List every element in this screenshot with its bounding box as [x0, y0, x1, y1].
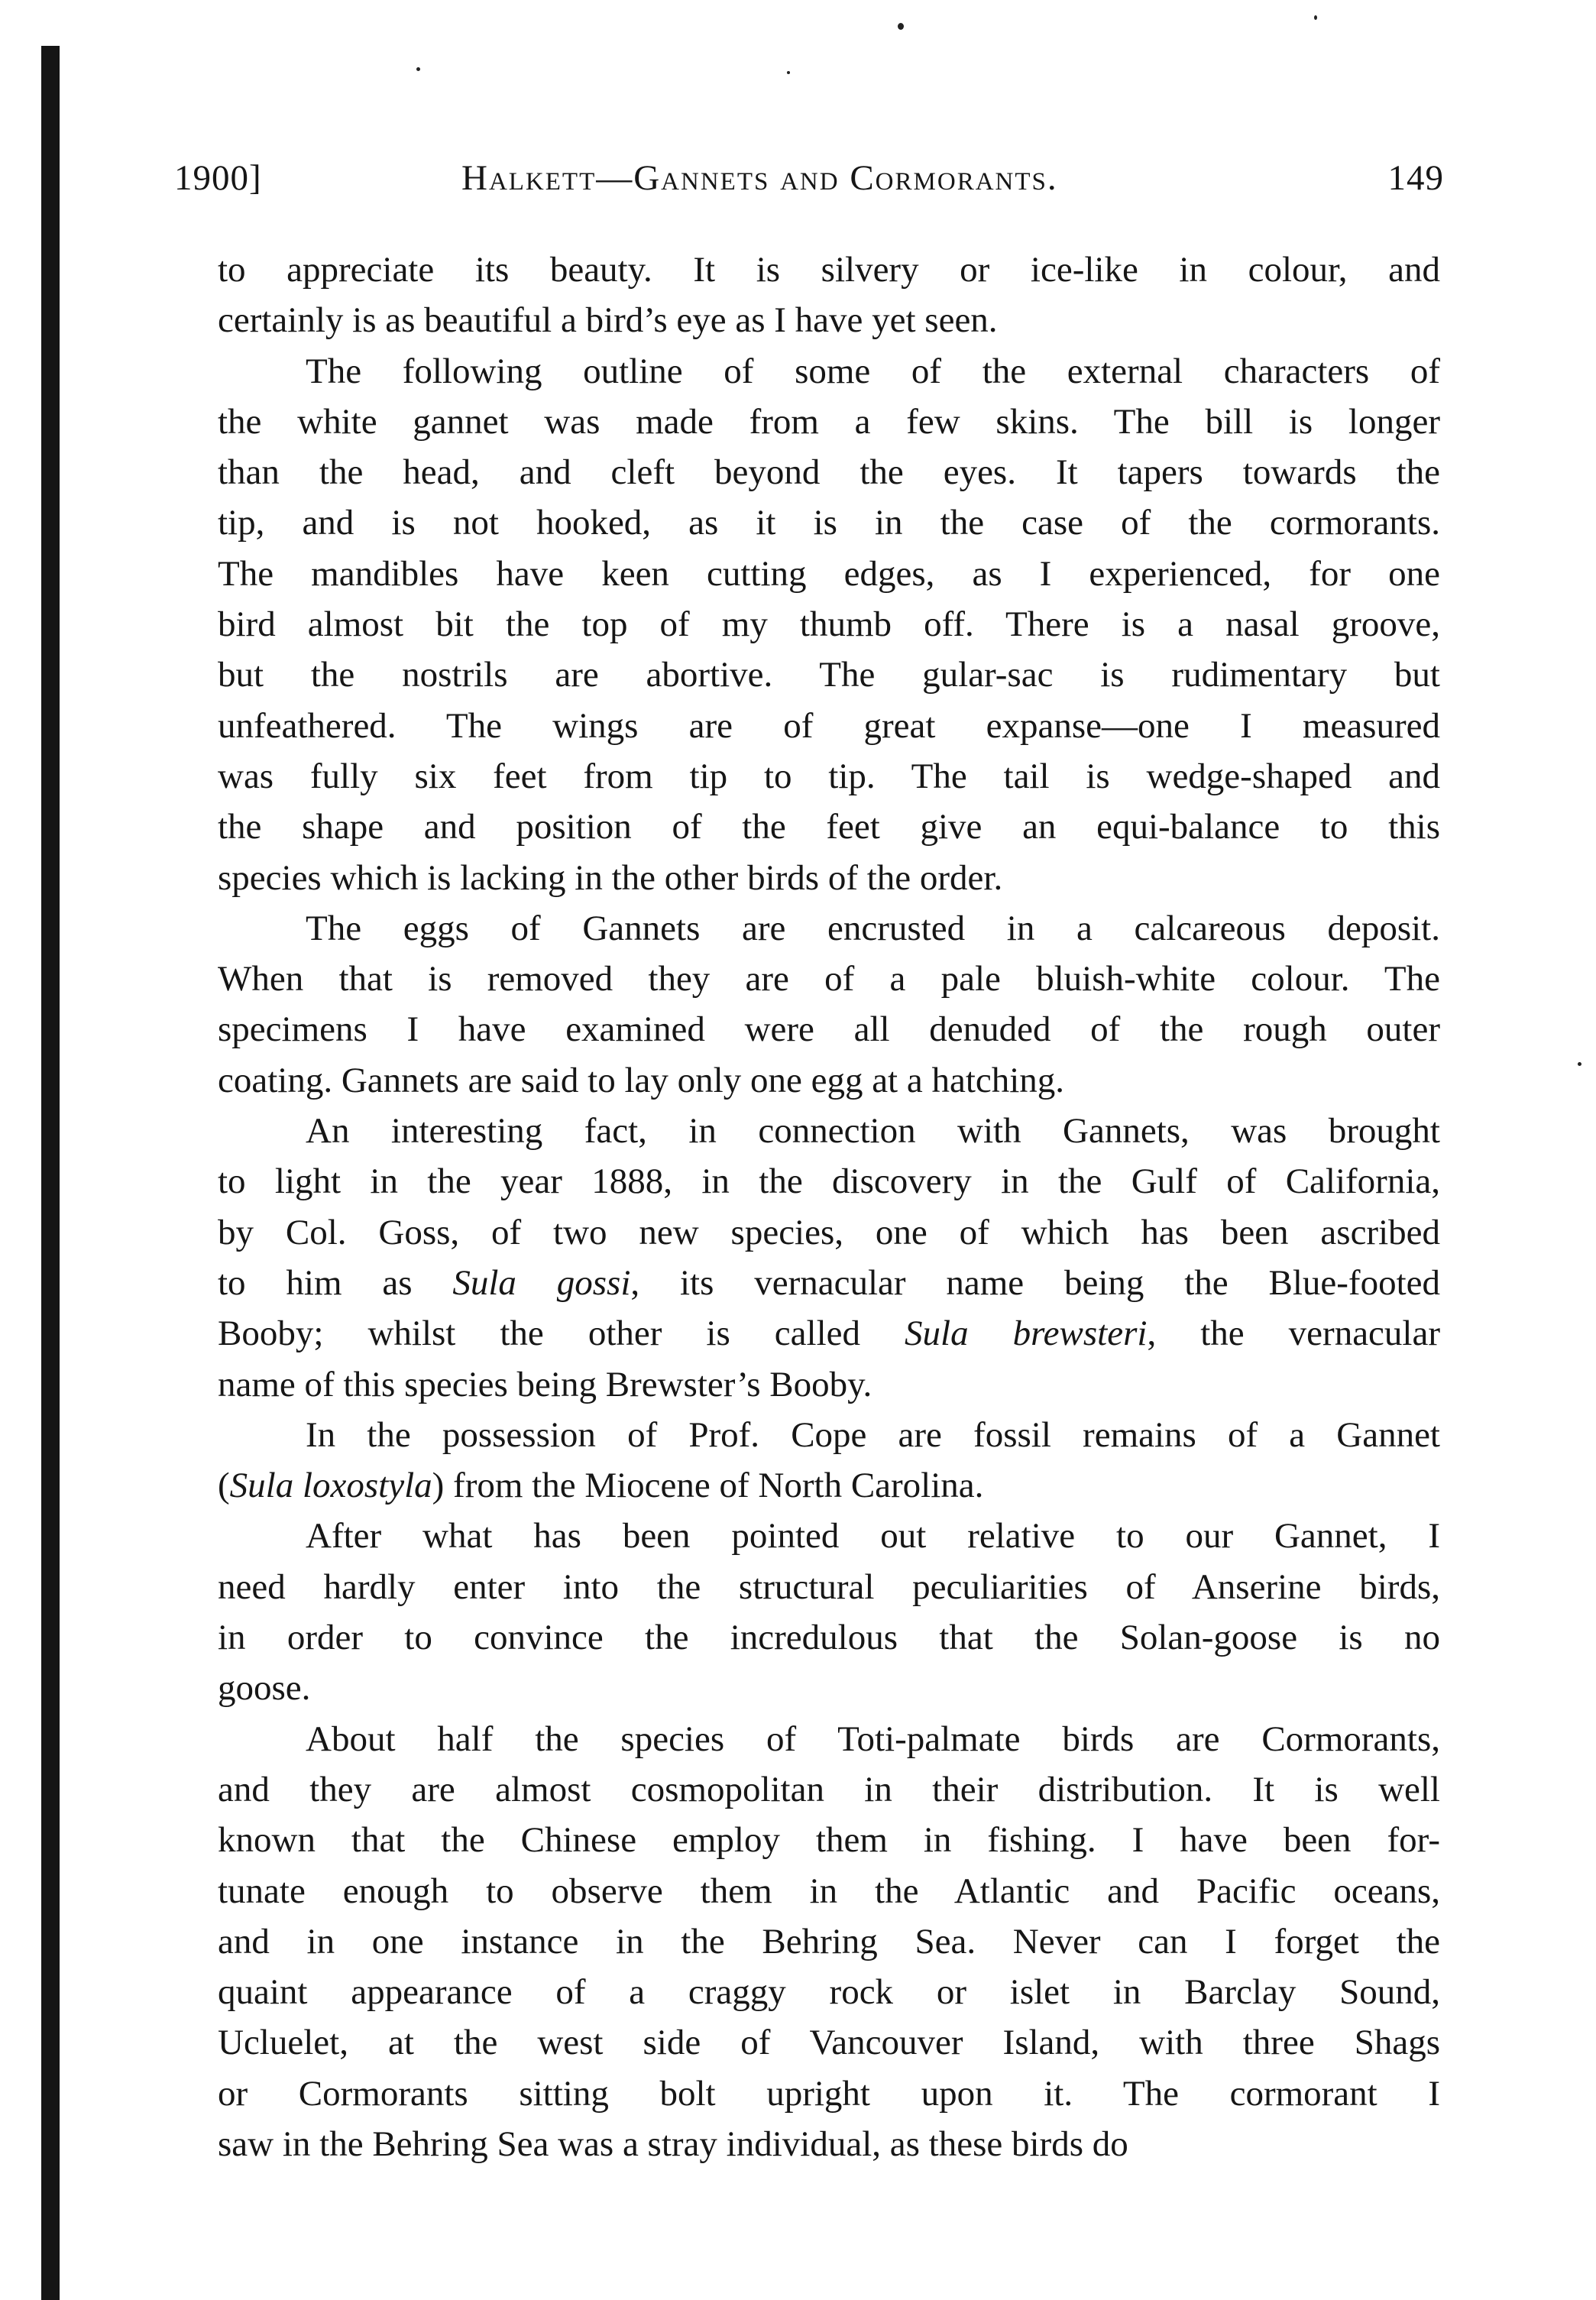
text-line: by Col. Goss, of two new species, one of which has been ascribed [218, 1212, 1440, 1252]
running-title: Halkett—Gannets and Cormorants. [461, 158, 1058, 198]
text-line: The following outline of some of the external characters of [306, 351, 1440, 391]
text-line: need hardly enter into the structural peculiarities of Anserine birds, [218, 1566, 1440, 1607]
text-line: (Sula loxostyla) from the Miocene of North Carolina. [218, 1466, 984, 1506]
paragraph [218, 245, 1440, 346]
header-year: 1900] [174, 158, 262, 198]
text-line: When that is removed they are of a pale bluish-white colour. The [218, 959, 1440, 999]
text-line: Ucluelet, at the west side of Vancouver Island, with three Shags [218, 2023, 1440, 2063]
text-line: tunate enough to observe them in the Atlantic and Pacific oceans, [218, 1871, 1440, 1911]
text-line: The mandibles have keen cutting edges, as I experienced, for one [218, 553, 1440, 594]
text-line: to him as Sula gossi, its vernacular name being the Blue-footed [218, 1262, 1440, 1303]
text-line: saw in the Behring Sea was a stray individual, as these birds do [218, 2123, 1128, 2164]
text-line: and they are almost cosmopolitan in their distribution. It is well [218, 1769, 1440, 1809]
text-line: In the possession of Prof. Cope are fossil remains of a Gannet [306, 1414, 1440, 1455]
text-line: the shape and position of the feet give an equi-balance to this [218, 807, 1440, 847]
text-line: goose. [218, 1668, 311, 1709]
paragraph [218, 1714, 1440, 2170]
text-line: to light in the year 1888, in the discovery in the Gulf of California, [218, 1161, 1440, 1202]
text-line: the white gannet was made from a few skins. The bill is longer [218, 401, 1440, 442]
text-line: known that the Chinese employ them in fishing. I have been for- [218, 1820, 1440, 1861]
text-line: than the head, and cleft beyond the eyes. It tapers towards the [218, 452, 1440, 493]
scan-speck [1578, 1062, 1581, 1066]
text-line: name of this species being Brewster’s Booby. [218, 1364, 872, 1404]
text-line: and in one instance in the Behring Sea. Never can I forget the [218, 1921, 1440, 1961]
text-line: About half the species of Toti-palmate birds are Cormorants, [306, 1719, 1440, 1759]
running-header [174, 155, 1444, 201]
paragraph [218, 1106, 1440, 1410]
paragraph [218, 1511, 1440, 1713]
italic-species-name: Sula loxostyla [229, 1466, 432, 1506]
text-line: quaint appearance of a craggy rock or islet in Barclay Sound, [218, 1972, 1440, 2013]
text-line: or Cormorants sitting bolt upright upon it. The cormorant I [218, 2073, 1440, 2114]
binding-edge [41, 46, 60, 2300]
italic-species-name: Sula brewsteri [905, 1314, 1148, 1354]
text-line: but the nostrils are abortive. The gular-sac is rudimentary but [218, 655, 1440, 695]
text-line: coating. Gannets are said to lay only one egg at a hatching. [218, 1060, 1065, 1100]
text-line: The eggs of Gannets are encrusted in a calcareous deposit. [306, 908, 1440, 948]
text-line: After what has been pointed out relative to our Gannet, I [306, 1516, 1440, 1557]
scan-speck [787, 71, 790, 74]
paragraph [218, 1410, 1440, 1511]
text-line: specimens I have examined were all denuded of the rough outer [218, 1009, 1440, 1050]
text-line: unfeathered. The wings are of great expanse—one I measured [218, 705, 1440, 746]
italic-species-name: Sula gossi [452, 1262, 631, 1303]
text-line: tip, and is not hooked, as it is in the case of the cormorants. [218, 503, 1440, 543]
page-number: 149 [1387, 158, 1444, 198]
article-body [218, 245, 1440, 2169]
scan-speck [416, 67, 420, 71]
text-line: species which is lacking in the other birds of the order. [218, 857, 1003, 898]
text-line: in order to convince the incredulous that the Solan-goose is no [218, 1618, 1440, 1658]
text-line: An interesting fact, in connection with Gannets, was brought [306, 1111, 1440, 1152]
paragraph [218, 346, 1440, 903]
scan-speck [1314, 15, 1317, 20]
text-line: certainly is as beautiful a bird’s eye as I have yet seen. [218, 300, 998, 341]
text-line: Booby; whilst the other is called Sula brewsteri, the vernacular [218, 1314, 1440, 1354]
paragraph [218, 903, 1440, 1106]
scan-speck [898, 23, 904, 30]
text-line: to appreciate its beauty. It is silvery or ice-like in colour, and [218, 250, 1440, 290]
text-line: bird almost bit the top of my thumb off. There is a nasal groove, [218, 604, 1440, 645]
text-line: was fully six feet from tip to tip. The tail is wedge-shaped and [218, 756, 1440, 796]
